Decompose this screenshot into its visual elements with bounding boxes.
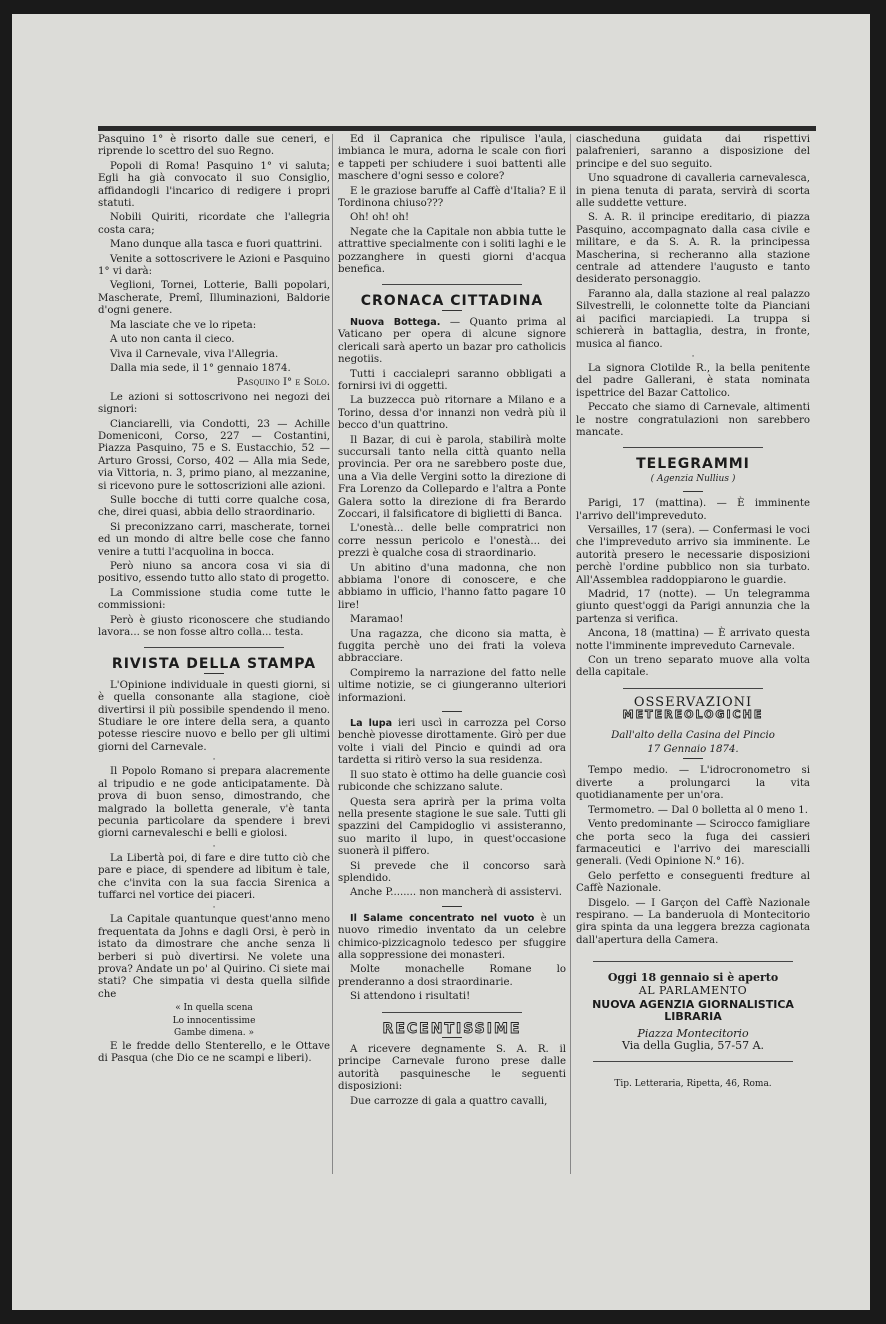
paragraph-text: ieri uscì in carrozza pel Corso benchè piovesse dirottamente. Girò per due volte i viali del Pincio e quindi ad ora tardetta si ritirò verso la sua residenza. [338, 718, 566, 767]
section-subtitle: ( Agenzia Nullius ) [650, 473, 736, 484]
place-line: Dall'alto della Casina del Pincio [611, 729, 775, 741]
separator-dot: · [212, 841, 216, 852]
paragraph: Uno squadrone di cavalleria carnevalesca, in piena tenuta di parata, servirà di scorta alle suddette vetture. [576, 173, 810, 210]
divider [683, 758, 703, 759]
paragraph: Si prevede che il concorso sarà splendido. [338, 860, 566, 884]
paragraph: La signora Clotilde R., la bella penitente del padre Gallerani, è stata nominata ispettrice del Bazar Cattolico. [576, 362, 810, 399]
paragraph-text: è un nuovo rimedio inventato da un celebre chimico-pizzicagnolo tedesco per sfuggire alla soppressione dei monasteri. [338, 912, 566, 961]
column-1 [98, 134, 330, 1068]
separator-dot: · [212, 903, 216, 914]
printer-footer: Tip. Letteraria, Ripetta, 46, Roma. [614, 1078, 772, 1089]
quote-line: « In quella scena [175, 1003, 253, 1014]
separator-dot: · [691, 351, 695, 362]
paragraph: Popoli di Roma! Pasquino 1° vi saluta; Egli ha già convocato il suo Consiglio, affidandogli l'incarico di redigere i propri statuti. [98, 160, 330, 210]
newspaper-page [12, 14, 870, 1310]
separator-dot: · [212, 755, 216, 766]
paragraph: Vento predominante — Scirocco famigliare che porta seco la fuga dei cassieri farmaceutici e l'arrivo dei marescialli generali. (Vedi Opinione N.° 16). [576, 819, 810, 868]
divider [144, 647, 284, 648]
date-line: 17 Gennaio 1874. [647, 744, 739, 756]
section-title-cronaca: CRONACA CITTADINA [360, 293, 544, 310]
ad-line: Via della Guglia, 57-57 A. [621, 1039, 765, 1053]
paragraph: L'onestà... delle belle compratrici non corre nessun pericolo e l'onestà... dei prezzi è qualche cosa di straordinario. [338, 523, 566, 560]
quote-line: Lo innocentissime [172, 1015, 256, 1026]
paragraph-text: — Quanto prima al Vaticano per opera di alcune signore clericali sarà aperto un bazar pro catholicis negotiis. [338, 316, 566, 366]
divider [382, 1012, 522, 1013]
paragraph: Peccato che siamo di Carnevale, altimenti le nostre congratulazioni non sarebbero mancate. [576, 402, 810, 438]
lead-heading: Nuova Bottega. [350, 316, 441, 328]
paragraph: Ed il Capranica che ripulisce l'aula, imbianca le mura, adorna le scale con fiori e tappeti per schiudere i suoi battenti alle maschere d'ogni sesso e colore? [338, 134, 566, 183]
divider [593, 961, 793, 962]
divider [593, 1061, 793, 1062]
paragraph: Versailles, 17 (sera). — Confermasi le voci che l'impreveduto arrivo sia imminente. Le autorità presero le necessarie disposizioni perchè l'ordine pubblico non sia turbato. All'Assemblea raddoppiarono le guardie. [576, 524, 810, 586]
ad-line: NUOVA AGENZIA GIORNALISTICA LIBRARIA [592, 997, 794, 1024]
divider [623, 688, 763, 689]
ad-line: Piazza Montecitorio [637, 1026, 749, 1040]
paragraph: Parigi, 17 (mattina). — È imminente l'arrivo dell'impreveduto. [576, 498, 810, 522]
column-divider [332, 134, 333, 1174]
paragraph: La Commissione studia come tutte le commissioni: [98, 587, 330, 612]
paragraph: Veglioni, Tornei, Lotterie, Balli popolari, Mascherate, Premî, Illuminazioni, Baldorie d'ogni genere. [98, 280, 330, 317]
divider [382, 284, 522, 285]
paragraph: Ma lasciate che ve lo ripeta: [110, 319, 257, 331]
paragraph: Il Bazar, di cui è parola, stabilirà molte succursali tanto nella città quanto nella provincia. Per ora ne sarebbero poste due, una a Via delle Vergini sotto la direzione di Fra Lorenzo da Collepardo e l'altra a Ponte Galera sotto la direzione di fra Berardo Zoccari, il falsificatore di biglietti di Banca. [338, 434, 566, 520]
paragraph: La Capitale quantunque quest'anno meno frequentata da Johns e dagli Orsi, è però in istato da dimostrare che anche senza li berberi si può divertirsi. Ne volete una prova? Andate un po' al Quirino. Ci siete mai stati? Che simpatia vi desta quella silfide che [98, 914, 331, 1000]
paragraph: Madrid, 17 (notte). — Un telegramma giunto quest'oggi da Parigi annunzia che la partenza si verifica. [576, 589, 810, 625]
ad-line: AL PARLAMENTO [638, 983, 748, 997]
paragraph: Ancona, 18 (mattina) — È arrivato questa notte l'imminente impreveduto Carnevale. [576, 628, 810, 652]
paragraph: Tempo medio. — L'idrocronometro si diverte a prolungarci la vita quotidianamente per un'ora. [576, 765, 810, 802]
paragraph: Un abitino d'una madonna, che non abbiama l'onore di conoscere, e che abbiamo in ufficio, l'hanno fatto pagare 10 lire! [338, 562, 566, 611]
paragraph: Oh! oh! oh! [350, 212, 410, 224]
paragraph: Gelo perfetto e conseguenti fredture al Caffè Nazionale. [576, 870, 810, 895]
paragraph [338, 913, 566, 963]
paragraph: Faranno ala, dalla stazione al real palazzo Silvestrelli, le colonnette tolte da Pianciani ai pacifici marciapiedi. La truppa si schiererà in battaglia, destra, in fronte, musica al fianco. [576, 288, 810, 350]
paragraph: Il Popolo Romano si prepara alacremente al tripudio e ne gode anticipatamente. Dà prova di buon senso, dimostrando, che malgrado la bolletta generale, v'è tanta pecunia particolare da spendere i brevi giorni carnevaleschi e belli e giolosi. [98, 766, 330, 840]
paragraph: Una ragazza, che dicono sia matta, è fuggita perchè uno dei frati la voleva abbracciare. [338, 628, 566, 665]
paragraph: Anche P........ non mancherà di assistervi. [350, 887, 562, 899]
paragraph: S. A. R. il principe ereditario, di piazza Pasquino, accompagnato dalla casa civile e militare, e da S. A. R. la principessa Mascherina, si recheranno alla stazione centrale ad attendere l'augusto e tanto desiderato personaggio. [576, 212, 810, 286]
paragraph: Con un treno separato muove alla volta della capitale. [576, 655, 810, 679]
paragraph [338, 317, 566, 367]
signature: Pasquino I° e Solo. [236, 377, 330, 389]
divider [442, 906, 462, 907]
paragraph: Mano dunque alla tasca e fuori quattrini. [110, 239, 323, 251]
quote-line: Gambe dimena. » [174, 1028, 254, 1039]
paragraph: La buzzecca può ritornare a Milano e a Torino, dessa d'or innanzi non vedrà più il becco d'un quattrino. [338, 395, 566, 432]
paragraph: Disgelo. — I Garçon del Caffè Nazionale respirano. — La banderuola di Montecitorio gira spinta da una leggera brezza cagionata dall'apertura della Camera. [576, 897, 810, 946]
section-title-metereologiche: METEREOLOGICHE [622, 708, 764, 722]
paragraph: Venite a sottoscrivere le Azioni e Pasquino 1° vi darà: [98, 253, 330, 278]
column-3 [576, 134, 810, 1090]
column-divider [570, 134, 571, 1174]
lead-heading: La lupa [350, 718, 393, 730]
paragraph: E le graziose baruffe al Caffè d'Italia? E il Tordinona chiuso??? [338, 185, 566, 210]
paragraph: Compiremo la narrazione del fatto nelle ultime notizie, se ci giungeranno ulteriori informazioni. [338, 667, 566, 704]
paragraph: Molte monachelle Romane lo prenderanno a dosi straordinarie. [338, 964, 566, 988]
lead-heading: Il Salame concentrato nel vuoto [350, 912, 535, 924]
paragraph: Si attendono i risultati! [350, 991, 471, 1003]
divider [442, 1037, 462, 1038]
paragraph: Si preconizzano carri, mascherate, tornei ed un mondo di altre belle cose che fanno venire a tutti l'acquolina in bocca. [98, 521, 330, 558]
paragraph: Sulle bocche di tutti corre qualche cosa, che, direi quasi, abbia dello straordinario. [98, 494, 330, 519]
paragraph: Le azioni si sottoscrivono nei negozi dei signori: [98, 391, 330, 416]
section-title-recentissime: RECENTISSIME [382, 1020, 522, 1037]
paragraph: Però è giusto riconoscere che studiando lavora... se non fosse altro colla... testa. [98, 614, 330, 639]
paragraph: Viva il Carnevale, viva l'Allegria. [110, 348, 279, 360]
header-rule [98, 126, 816, 131]
section-title-osservazioni: OSSERVAZIONI [633, 694, 753, 710]
divider [623, 447, 763, 448]
paragraph: Però niuno sa ancora cosa vi sia di positivo, essendo tutto allo stato di progetto. [98, 561, 330, 585]
paragraph: Questa sera aprirà per la prima volta nella presente stagione le sue sale. Tutti gli spazzini del Campidoglio vi assisteranno, suo marito il lupo, in quest'occasione suonerà il piffero. [338, 796, 566, 858]
paragraph: La Libertà poi, di fare e dire tutto ciò che pare e piace, di spendere ad libitum è tale, che c'invita con la sua faccia Sirenica a tuffarci nel vortice dei piaceri. [98, 852, 330, 901]
divider [204, 673, 224, 674]
ad-line: Oggi 18 gennaio si è aperto [607, 971, 779, 985]
paragraph: Negate che la Capitale non abbia tutte le attrattive specialmente con i soliti laghi e le pozzanghere in questi giorni d'acqua benefica. [338, 226, 566, 276]
paragraph: Il suo stato è ottimo ha delle guancie così rubiconde che schizzano salute. [338, 769, 566, 794]
divider [683, 491, 703, 492]
divider [442, 711, 462, 712]
paragraph: A ricevere degnamente S. A. R. il principe Carnevale furono prese dalle autorità pasquinesche le seguenti disposizioni: [338, 1044, 566, 1093]
paragraph: Maramao! [350, 614, 404, 626]
divider [442, 310, 462, 311]
paragraph: Nobili Quiriti, ricordate che l'allegria costa cara; [98, 212, 330, 236]
paragraph: Pasquino 1° è risorto dalle sue ceneri, e riprende lo scettro del suo Regno. [98, 134, 330, 158]
paragraph [338, 718, 566, 768]
paragraph: L'Opinione individuale in questi giorni, si è quella consonante alla stagione, cioè divertirsi il più possibile spendendo il meno. Studiare le ore intere della sera, a quanto potesse riescire nuovo e bello per gli ultimi giorni del Carnevale. [98, 679, 330, 753]
paragraph: Termometro. — Dal 0 bolletta al 0 meno 1. [588, 804, 808, 816]
section-title-telegrammi: TELEGRAMMI [636, 456, 750, 473]
paragraph: A uto non canta il cieco. [110, 334, 235, 346]
paragraph: ciascheduna guidata dai rispettivi palafrenieri, saranno a disposizione del principe e del suo seguito. [576, 134, 810, 170]
advertisement [576, 972, 810, 1052]
paragraph: Dalla mia sede, il 1° gennaio 1874. [110, 362, 291, 374]
section-title-rivista: RIVISTA DELLA STAMPA [111, 656, 317, 673]
paragraph: Cianciarelli, via Condotti, 23 — Achille Domeniconi, Corso, 227 — Costantini, Piazza Pasquino, 75 e S. Eustacchio, 52 — Arturo Grossi, Corso, 402 — Alla mia Sede, via Vittoria, n. 3, primo piano, al mezzanine, si ricevono pure le sottoscrizioni alle azioni. [98, 418, 330, 492]
column-2 [338, 134, 566, 1110]
paragraph: Due carrozze di gala a quattro cavalli, [350, 1095, 548, 1107]
paragraph: Tutti i caccialepri saranno obbligati a fornirsi ivi di oggetti. [338, 368, 566, 392]
paragraph: E le fredde dello Stenterello, e le Ottave di Pasqua (che Dio ce ne scampi e liberi). [98, 1040, 330, 1065]
